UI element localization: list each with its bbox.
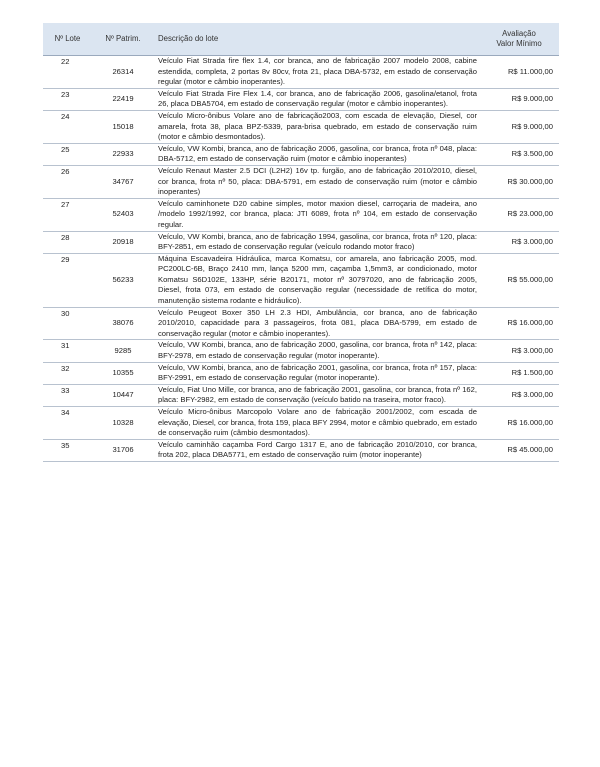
lote-cell: 29 bbox=[43, 253, 92, 307]
valor-cell: R$ 1.500,00 bbox=[479, 362, 559, 384]
descricao-cell: Máquina Escavadeira Hidráulica, marca Komatsu, cor amarela, ano fabricação 2005, mod. PC200LC-6B, Braço 2410 mm, lança 5200 mm, caçamba 1,5mm3, ar condicionado, motor Komatsu S6D102E, 133HP, série B20171, motor nº 30797020, ano de fabricação 2005, Diesel, frota 073, em estado de conservação regular (necessidade de retífica do motor, manutenção sistema rodante e hidráulico). bbox=[154, 253, 479, 307]
patrimonio-cell: 15018 bbox=[92, 110, 154, 143]
patrimonio-cell: 56233 bbox=[92, 253, 154, 307]
table-row bbox=[43, 143, 559, 165]
lote-cell: 31 bbox=[43, 340, 92, 362]
descricao-cell: Veículo, Fiat Uno Mille, cor branca, ano de fabricação 2001, gasolina, cor branca, frota nº 162, placa: BFY-2982, em estado de conservação (veículo batido na traseira, motor fraco). bbox=[154, 384, 479, 406]
valor-cell: R$ 3.000,00 bbox=[479, 384, 559, 406]
header-patrimonio: Nº Patrim. bbox=[92, 23, 154, 56]
valor-cell: R$ 3.000,00 bbox=[479, 231, 559, 253]
descricao-cell: Veículo Micro-ônibus Marcopolo Volare ano de fabricação 2001/2002, com escada de elevação, Diesel, cor branca, frota 159, placa BFY 2994, motor e câmbio quebrado, em estado de conservação ruim (câmbio desmontados). bbox=[154, 407, 479, 440]
valor-cell: R$ 3.500,00 bbox=[479, 143, 559, 165]
table-row bbox=[43, 88, 559, 110]
table-row bbox=[43, 198, 559, 231]
descricao-cell: Veículo Peugeot Boxer 350 LH 2.3 HDI, Ambulância, cor branca, ano de fabricação 2010/2010, capacidade para 3 passageiros, frota 081, placa DBA-5799, em estado de conservação regular (motor e câmbio inoperantes). bbox=[154, 307, 479, 340]
descricao-cell: Veículo, VW Kombi, branca, ano de fabricação 2000, gasolina, cor branca, frota nº 142, placa: BFY-2978, em estado de conservação regular (motor inoperante). bbox=[154, 340, 479, 362]
lote-cell: 25 bbox=[43, 143, 92, 165]
valor-cell: R$ 30.000,00 bbox=[479, 165, 559, 198]
table-row bbox=[43, 110, 559, 143]
table-row bbox=[43, 407, 559, 440]
descricao-cell: Veículo Micro-ônibus Volare ano de fabricação2003, com escada de elevação, Diesel, cor amarela, frota 38, placa BPZ-5339, para-brisa quebrado, em estado de conservação ruim (motor e câmbio desmontados). bbox=[154, 110, 479, 143]
header-lote: Nº Lote bbox=[43, 23, 92, 56]
header-avaliacao bbox=[479, 23, 559, 56]
descricao-cell: Veículo Fiat Strada Fire Flex 1.4, cor branca, ano de fabricação 2006, gasolina/etanol, frota 26, placa DBA5704, em estado de conservação regular (motor e câmbio inoperantes). bbox=[154, 88, 479, 110]
patrimonio-cell: 34767 bbox=[92, 165, 154, 198]
valor-cell: R$ 55.000,00 bbox=[479, 253, 559, 307]
patrimonio-cell: 9285 bbox=[92, 340, 154, 362]
lote-cell: 33 bbox=[43, 384, 92, 406]
header-avaliacao-line2: Valor Mínimo bbox=[496, 39, 542, 48]
valor-cell: R$ 9.000,00 bbox=[479, 88, 559, 110]
table-row bbox=[43, 165, 559, 198]
lote-cell: 30 bbox=[43, 307, 92, 340]
lote-cell: 24 bbox=[43, 110, 92, 143]
table-row bbox=[43, 253, 559, 307]
table-row bbox=[43, 362, 559, 384]
patrimonio-cell: 10328 bbox=[92, 407, 154, 440]
lote-cell: 26 bbox=[43, 165, 92, 198]
table-row bbox=[43, 384, 559, 406]
descricao-cell: Veículo Fiat Strada fire flex 1.4, cor branca, ano de fabricação 2007 modelo 2008, cabine estendida, completa, 2 portas 8v 80cv, frota 21, placa DBA-5732, em estado de conservação regular (motor e câmbio inoperantes). bbox=[154, 56, 479, 89]
descricao-cell: Veículo, VW Kombi, branca, ano de fabricação 1994, gasolina, cor branca, frota nº 120, placa: BFY-2851, em estado de conservação regular (veículo rodando motor fraco) bbox=[154, 231, 479, 253]
table-row bbox=[43, 231, 559, 253]
table-row bbox=[43, 439, 559, 461]
header-row bbox=[43, 23, 559, 56]
valor-cell: R$ 16.000,00 bbox=[479, 307, 559, 340]
lote-cell: 23 bbox=[43, 88, 92, 110]
patrimonio-cell: 22933 bbox=[92, 143, 154, 165]
table-row bbox=[43, 340, 559, 362]
table-header bbox=[43, 23, 559, 56]
valor-cell: R$ 16.000,00 bbox=[479, 407, 559, 440]
table-body bbox=[43, 56, 559, 462]
lote-cell: 32 bbox=[43, 362, 92, 384]
lote-cell: 28 bbox=[43, 231, 92, 253]
header-descricao: Descrição do lote bbox=[154, 23, 479, 56]
patrimonio-cell: 22419 bbox=[92, 88, 154, 110]
patrimonio-cell: 38076 bbox=[92, 307, 154, 340]
descricao-cell: Veículo, VW Kombi, branca, ano de fabricação 2006, gasolina, cor branca, frota nº 048, placa: DBA-5712, em estado de conservação ruim (motor e câmbio inoperantes) bbox=[154, 143, 479, 165]
patrimonio-cell: 31706 bbox=[92, 439, 154, 461]
table-row bbox=[43, 307, 559, 340]
lote-cell: 34 bbox=[43, 407, 92, 440]
valor-cell: R$ 3.000,00 bbox=[479, 340, 559, 362]
lote-cell: 35 bbox=[43, 439, 92, 461]
header-avaliacao-line1: Avaliação bbox=[502, 29, 536, 38]
table-row bbox=[43, 56, 559, 89]
valor-cell: R$ 45.000,00 bbox=[479, 439, 559, 461]
patrimonio-cell: 26314 bbox=[92, 56, 154, 89]
valor-cell: R$ 23.000,00 bbox=[479, 198, 559, 231]
patrimonio-cell: 10355 bbox=[92, 362, 154, 384]
descricao-cell: Veículo, VW Kombi, branca, ano de fabricação 2001, gasolina, cor branca, frota nº 157, placa: BFY-2991, em estado de conservação regular (motor inoperante). bbox=[154, 362, 479, 384]
patrimonio-cell: 52403 bbox=[92, 198, 154, 231]
valor-cell: R$ 11.000,00 bbox=[479, 56, 559, 89]
valor-cell: R$ 9.000,00 bbox=[479, 110, 559, 143]
patrimonio-cell: 20918 bbox=[92, 231, 154, 253]
lote-cell: 22 bbox=[43, 56, 92, 89]
descricao-cell: Veículo caminhonete D20 cabine simples, motor maxion diesel, carroçaria de madeira, ano /modelo 1992/1992, cor branca, placa: JTI 6089, frota nº 104, em estado de conservação regular. bbox=[154, 198, 479, 231]
descricao-cell: Veículo Renaut Master 2.5 DCI (L2H2) 16v tp. furgão, ano de fabricação 2010/2010, diesel, cor branca, frota nº 50, placa: DBA-5791, em estado de conservação ruim (motor e câmbio inoperantes) bbox=[154, 165, 479, 198]
lote-cell: 27 bbox=[43, 198, 92, 231]
descricao-cell: Veículo caminhão caçamba Ford Cargo 1317 E, ano de fabricação 2010/2010, cor branca, frota 202, placa DBA5771, em estado de conservação ruim (motor inoperante) bbox=[154, 439, 479, 461]
patrimonio-cell: 10447 bbox=[92, 384, 154, 406]
lots-table bbox=[43, 23, 559, 462]
